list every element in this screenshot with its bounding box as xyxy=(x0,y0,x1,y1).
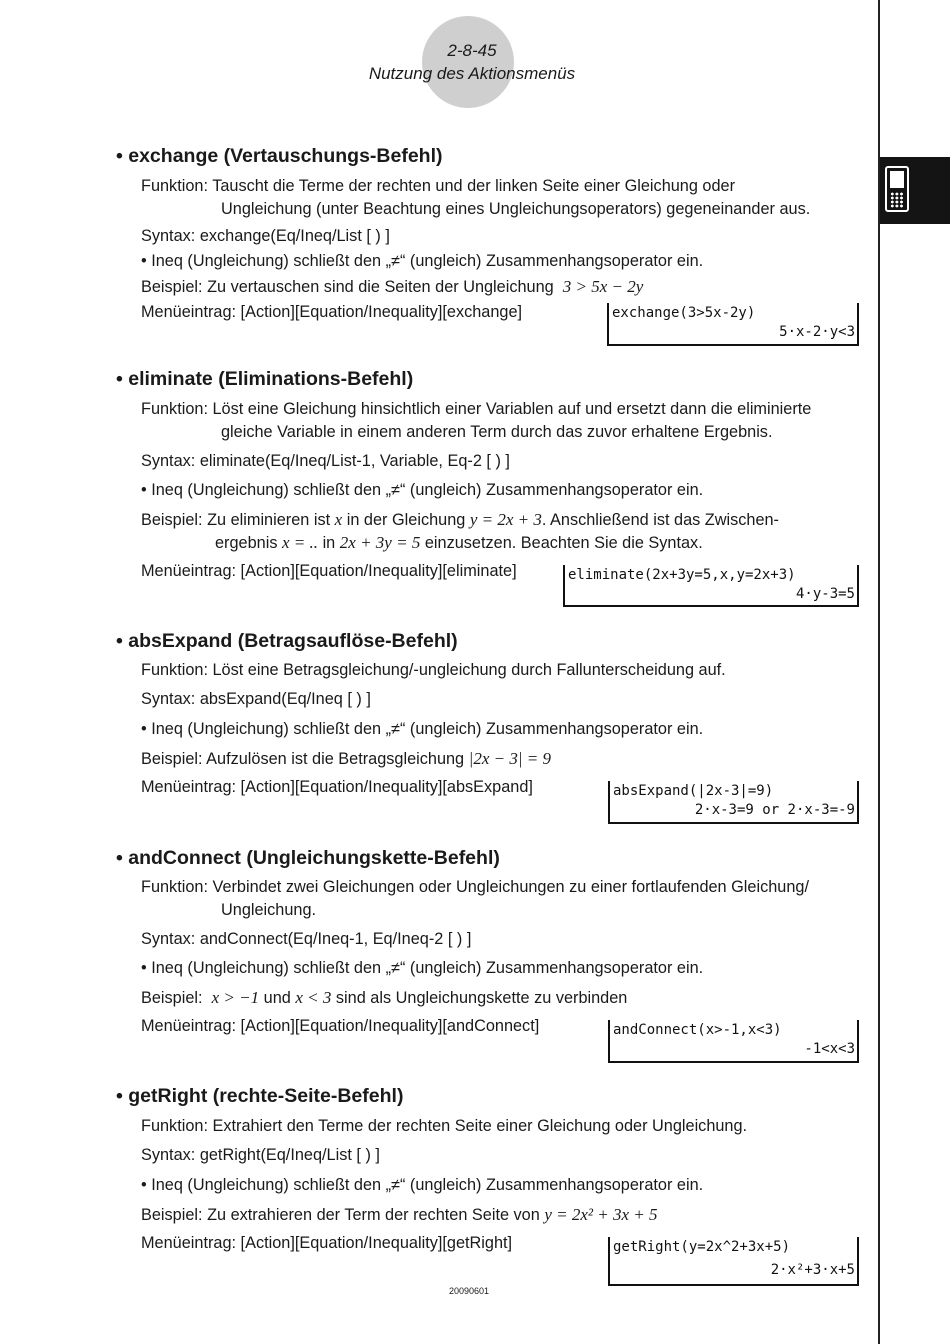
getright-screen-input: getRight(y=2x^2+3x+5) xyxy=(613,1239,791,1255)
eliminate-syntax: Syntax: eliminate(Eq/Ineq/List-1, Variable, Eq-2 [ ) ] xyxy=(141,452,510,470)
andconnect-note: • Ineq (Ungleichung) schließt den „≠“ (ungleich) Zusammenhangsoperator ein. xyxy=(141,959,704,977)
absexpand-screen-output: 2·x-3=9 or 2·x-3=-9 xyxy=(694,802,855,818)
getright-screen-output: 2·x²+3·x+5 xyxy=(770,1262,855,1278)
andconnect-screen-input: andConnect(x>-1,x<3) xyxy=(613,1022,782,1038)
section-title-eliminate: • eliminate (Eliminations-Befehl) xyxy=(116,368,414,390)
absexpand-beispiel: Beispiel: Aufzulösen ist die Betragsgleichung |2x − 3| = 9 xyxy=(141,749,551,768)
andconnect-funktion-line1: Funktion: Verbindet zwei Gleichungen oder Ungleichungen zu einer fortlaufenden Gleichung/ xyxy=(141,878,809,896)
eliminate-beispiel-line2: ergebnis x = .. in 2x + 3y = 5 einzusetzen. Beachten Sie die Syntax. xyxy=(215,533,703,552)
section-title-absexpand: • absExpand (Betragsauflöse-Befehl) xyxy=(116,630,458,652)
getright-syntax: Syntax: getRight(Eq/Ineq/List [ ) ] xyxy=(141,1146,380,1164)
exchange-menu-entry: Menüeintrag: [Action][Equation/Inequality][exchange] xyxy=(141,303,523,321)
andconnect-screen-output: -1<x<3 xyxy=(804,1041,855,1057)
header-circle xyxy=(422,16,514,108)
exchange-funktion-line2: Ungleichung (unter Beachtung eines Ungleichungsoperators) gegeneinander aus. xyxy=(221,200,811,218)
andconnect-funktion-line2: Ungleichung. xyxy=(221,901,317,919)
section-title-andconnect: • andConnect (Ungleichungskette-Befehl) xyxy=(116,847,500,869)
section-title-getright: • getRight (rechte-Seite-Befehl) xyxy=(116,1085,404,1107)
eliminate-screen-output: 4·y-3=5 xyxy=(795,586,855,602)
exchange-beispiel: Beispiel: Zu vertauschen sind die Seiten der Ungleichung 3 > 5x − 2y xyxy=(141,277,644,296)
getright-funktion: Funktion: Extrahiert den Terme der rechten Seite einer Gleichung oder Ungleichung. xyxy=(141,1117,748,1135)
absexpand-screen-input: absExpand(|2x-3|=9) xyxy=(613,783,774,799)
exchange-screen-input: exchange(3>5x-2y) xyxy=(612,305,756,321)
exchange-screen xyxy=(607,303,859,346)
eliminate-menu-entry: Menüeintrag: [Action][Equation/Inequality][eliminate] xyxy=(141,562,517,580)
eliminate-note: • Ineq (Ungleichung) schließt den „≠“ (ungleich) Zusammenhangsoperator ein. xyxy=(141,481,704,499)
andconnect-screen xyxy=(608,1020,859,1063)
andconnect-syntax: Syntax: andConnect(Eq/Ineq-1, Eq/Ineq-2 [ ) ] xyxy=(141,930,472,948)
exchange-funktion-line1: Funktion: Tauscht die Terme der rechten und der linken Seite einer Gleichung oder xyxy=(141,177,736,195)
absexpand-menu-entry: Menüeintrag: [Action][Equation/Inequality][absExpand] xyxy=(141,778,533,796)
page-number: 2-8-45 xyxy=(447,41,497,60)
getright-note: • Ineq (Ungleichung) schließt den „≠“ (ungleich) Zusammenhangsoperator ein. xyxy=(141,1176,704,1194)
getright-menu-entry: Menüeintrag: [Action][Equation/Inequality][getRight] xyxy=(141,1234,513,1252)
footer-code: 20090601 xyxy=(448,1286,490,1296)
exchange-screen-output: 5·x-2·y<3 xyxy=(779,324,855,340)
exchange-note: • Ineq (Ungleichung) schließt den „≠“ (ungleich) Zusammenhangsoperator ein. xyxy=(141,252,704,270)
getright-screen xyxy=(608,1237,859,1286)
eliminate-screen-input: eliminate(2x+3y=5,x,y=2x+3) xyxy=(568,567,796,583)
exchange-syntax: Syntax: exchange(Eq/Ineq/List [ ) ] xyxy=(141,227,390,245)
eliminate-funktion-line2: gleiche Variable in einem anderen Term durch das zuvor erhaltene Ergebnis. xyxy=(221,423,773,441)
getright-beispiel: Beispiel: Zu extrahieren der Term der rechten Seite von y = 2x² + 3x + 5 xyxy=(141,1205,658,1224)
absexpand-funktion: Funktion: Löst eine Betragsgleichung/-ungleichung durch Fallunterscheidung auf. xyxy=(141,661,726,679)
absexpand-screen xyxy=(608,781,859,824)
andconnect-menu-entry: Menüeintrag: [Action][Equation/Inequality][andConnect] xyxy=(141,1017,540,1035)
eliminate-funktion-line1: Funktion: Löst eine Gleichung hinsichtlich einer Variablen auf und ersetzt dann die eliminierte xyxy=(141,400,812,418)
andconnect-beispiel: Beispiel: x > −1 und x < 3 sind als Ungleichungskette zu verbinden xyxy=(141,988,628,1007)
section-title-exchange: • exchange (Vertauschungs-Befehl) xyxy=(116,145,443,167)
page-header-title: Nutzung des Aktionsmenüs xyxy=(368,64,576,83)
eliminate-beispiel-line1: Beispiel: Zu eliminieren ist x in der Gleichung y = 2x + 3. Anschließend ist das Zwischen- xyxy=(141,510,779,529)
absexpand-syntax: Syntax: absExpand(Eq/Ineq [ ) ] xyxy=(141,690,371,708)
calculator-icon xyxy=(885,166,909,212)
absexpand-note: • Ineq (Ungleichung) schließt den „≠“ (ungleich) Zusammenhangsoperator ein. xyxy=(141,720,704,738)
eliminate-screen xyxy=(563,565,859,607)
